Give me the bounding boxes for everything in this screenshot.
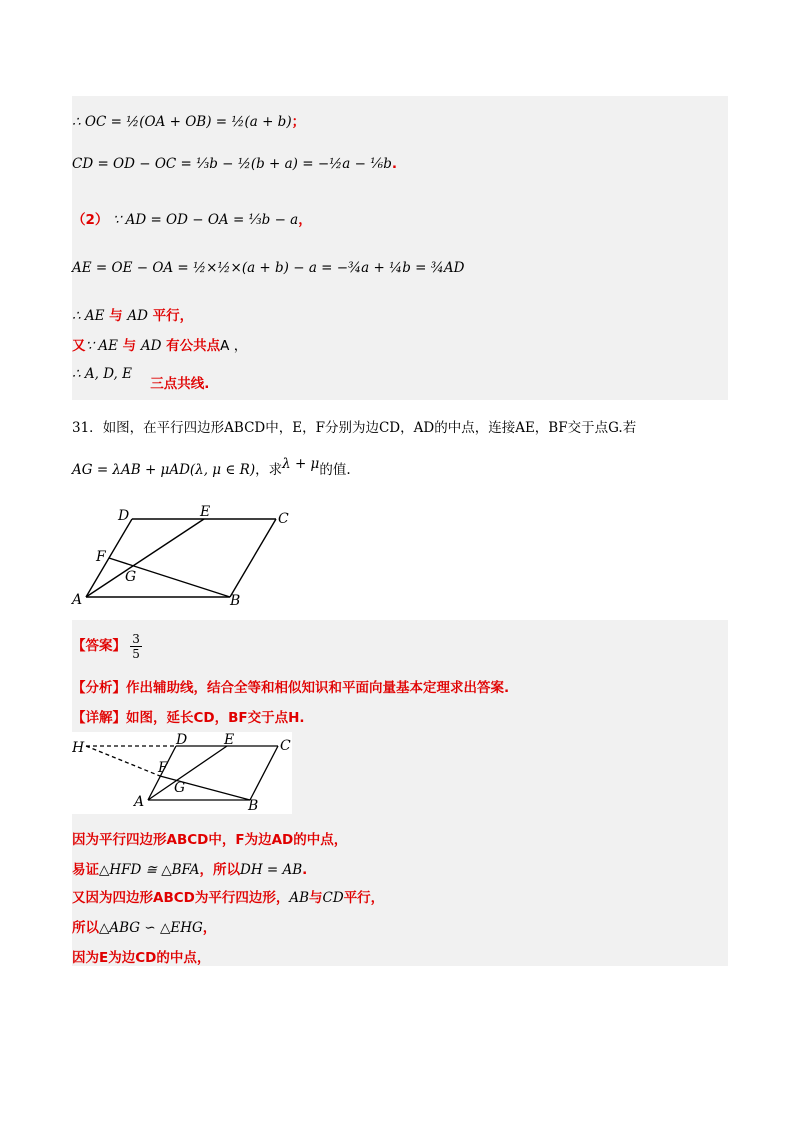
solution-line-5: ∴ AE 与 AD 平行， — [72, 308, 194, 324]
detail-text: 如图，延长CD，BF交于点H. — [126, 710, 305, 726]
analysis-text: 作出辅助线，结合全等和相似知识和平面向量基本定理求出答案. — [126, 680, 510, 696]
label-e-2: E — [224, 732, 235, 748]
edge-cb-2 — [250, 746, 278, 800]
label-g: G — [125, 569, 137, 585]
detail-step-2: 易证△HFD ≅ △BFA，所以DH = AB. — [72, 862, 308, 878]
edge-cb — [230, 519, 276, 597]
analysis-label: 【分析】 — [72, 680, 126, 696]
label-c: C — [278, 511, 289, 527]
question-line-2: AG = λAB + μAD(λ, μ ∈ R)，求λ + μ的值. — [72, 456, 351, 478]
analysis-line — [72, 676, 509, 696]
solution-line-4 — [72, 260, 464, 276]
label-e: E — [200, 505, 211, 520]
label-d-2: D — [176, 732, 188, 748]
detail-step-5: 因为E为边CD的中点， — [72, 950, 211, 966]
detail-line — [72, 706, 305, 726]
label-h-2: H — [72, 740, 85, 756]
solution-line-1: ∴ OC = ½(OA + OB) = ½(a + b)； — [72, 114, 306, 130]
label-g-2: G — [174, 780, 186, 796]
answer-line — [72, 632, 142, 661]
label-f: F — [96, 549, 106, 565]
answer-numerator: 3 — [132, 632, 140, 646]
formula-oc: ∴ OC = ½(OA + OB) = ½(a + b) — [72, 114, 292, 130]
label-a-2: A — [134, 794, 145, 810]
extended-figure — [72, 732, 292, 814]
detail-step-4: 所以△ABG ∽ △EHG， — [72, 920, 217, 936]
label-f-2: F — [158, 760, 168, 776]
solution-line-6: 又∵ AE 与 AD 有公共点A ， — [72, 338, 248, 354]
formula-ae: AE = OE − OA = ½×½×(a + b) − a = −¾a + ¼b = ¾AD — [72, 260, 465, 276]
formula-ad: ∵ AD = OD − OA = ⅓b − a — [112, 212, 299, 228]
solution-line-7: ∴ A, D, E 三点共线. — [72, 366, 210, 392]
detail-label: 【详解】 — [72, 710, 126, 726]
answer-fraction — [130, 632, 142, 661]
detail-step-3: 又因为四边形ABCD为平行四边形，AB与CD平行， — [72, 890, 385, 906]
question-number: 31． — [72, 420, 103, 436]
solution-line-2: CD = OD − OC = ⅓b − ½(b + a) = −½a − ⅙b. — [72, 156, 398, 172]
extension-hf — [86, 746, 160, 776]
parallelogram-figure — [70, 505, 310, 610]
answer-label: 【答案】 — [72, 638, 126, 654]
formula-cd: CD = OD − OC = ⅓b − ½(b + a) = −½a − ⅙b — [72, 156, 392, 172]
previous-solution-block — [72, 96, 728, 400]
question-formula: AG = λAB + μAD(λ, μ ∈ R) — [72, 462, 256, 478]
question-line-1 — [72, 416, 636, 436]
label-b: B — [230, 593, 241, 609]
label-d: D — [118, 508, 130, 524]
label-c-2: C — [280, 738, 291, 754]
label-b-2: B — [248, 798, 259, 814]
label-a: A — [72, 592, 83, 608]
question-text: 如图，在平行四边形ABCD中，E，F分别为边CD，AD的中点，连接AE，BF交于点G.若 — [102, 420, 637, 436]
solution-line-3: （2） ∵ AD = OD − OA = ⅓b − a， — [72, 212, 312, 228]
answer-denominator: 5 — [132, 647, 140, 661]
answer-block — [72, 620, 728, 966]
detail-step-1: 因为平行四边形ABCD中，F为边AD的中点， — [72, 832, 348, 848]
